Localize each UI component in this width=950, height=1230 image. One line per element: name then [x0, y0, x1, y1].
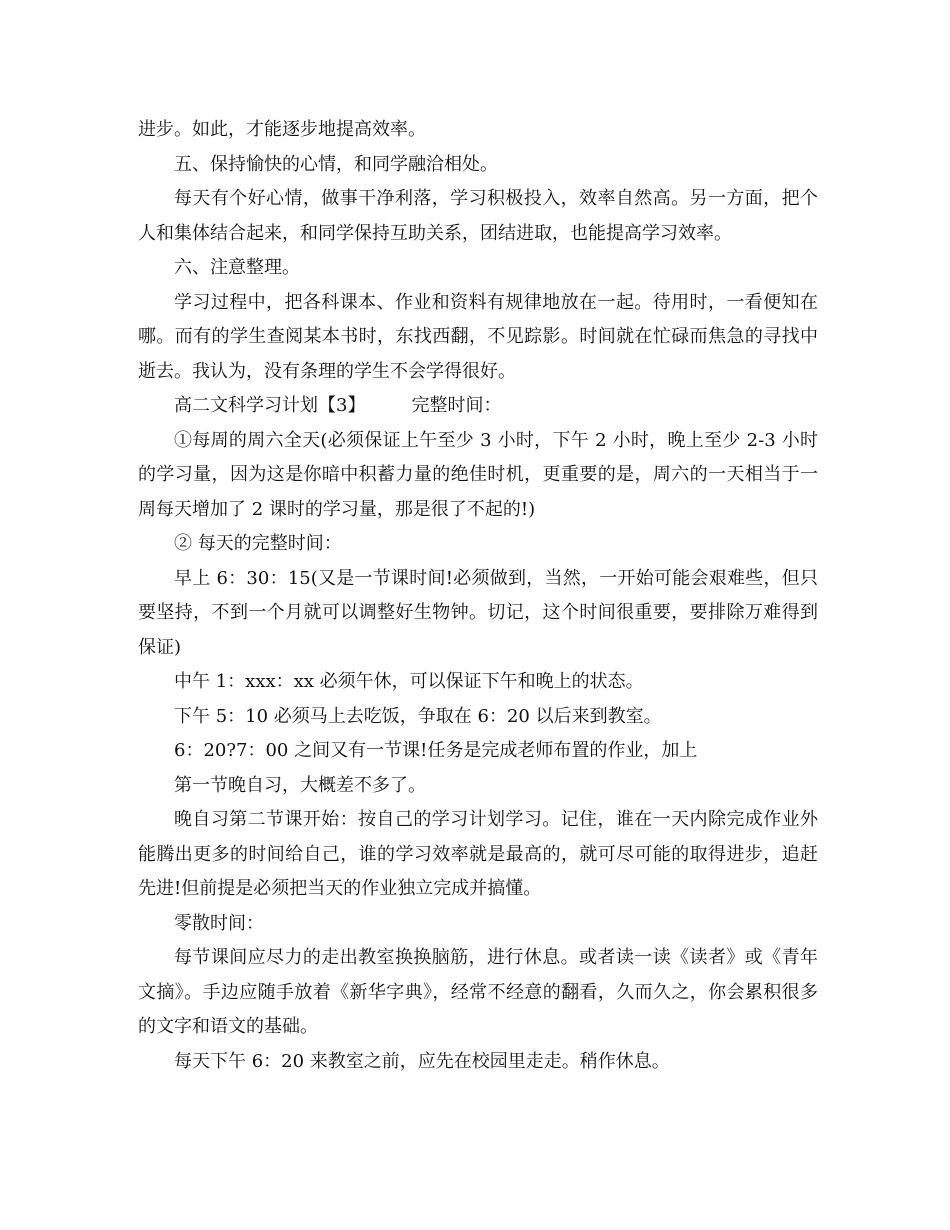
line-evening-1: 6：20?7：00 之间又有一节课!任务是完成老师布置的作业，加上 — [174, 740, 698, 761]
paragraph-good-mood: 每天有个好心情，做事干净利落，学习积极投入，效率自然高。另一方面，把个人和集体结合起来，和同学保持互助关系，团结进取，也能提高学习效率。 — [138, 188, 818, 244]
daily-time-heading: ② 每天的完整时间： — [174, 533, 342, 554]
paragraph-saturday: ①每周的周六全天(必须保证上午至少 3 小时，下午 2 小时，晚上至少 2-3 小时的学习量，因为这是你暗中积蓄力量的绝佳时机，更重要的是，周六的一天相当于一周每天增加了 2 课时的学习量，那是很了不起的!) — [138, 429, 818, 520]
paragraph-continuation: 进步。如此，才能逐步地提高效率。 — [138, 119, 426, 140]
document-body — [138, 113, 818, 1079]
plan-subtitle: 完整时间： — [411, 395, 502, 416]
section-heading-six: 六、注意整理。 — [174, 257, 300, 278]
line-afternoon: 下午 5：10 必须马上去吃饭，争取在 6：20 以后来到教室。 — [174, 705, 662, 727]
plan-title: 高二文科学习计划【3】 — [174, 395, 366, 416]
section-heading-five: 五、保持愉快的心情，和同学融洽相处。 — [174, 153, 498, 175]
line-noon: 中午 1：xxx：xx 必须午休，可以保证下午和晚上的状态。 — [174, 671, 644, 692]
spare-time-heading: 零散时间： — [174, 912, 264, 934]
paragraph-morning: 早上 6：30：15(又是一节课时间!必须做到，当然，一开始可能会艰难些，但只要坚持，不到一个月就可以调整好生物钟。切记，这个时间很重要，要排除万难得到保证) — [138, 567, 818, 658]
line-evening-2: 第一节晚自习，大概差不多了。 — [174, 774, 426, 796]
line-walk: 每天下午 6：20 来教室之前，应先在校园里走走。稍作休息。 — [174, 1050, 670, 1072]
paragraph-organize: 学习过程中，把各科课本、作业和资料有规律地放在一起。待用时，一看便知在哪。而有的学生查阅某本书时，东找西翻，不见踪影。时间就在忙碌而焦急的寻找中逝去。我认为，没有条理的学生不会学得很好。 — [138, 291, 818, 382]
paragraph-second-self-study: 晚自习第二节课开始：按自己的学习计划学习。记住，谁在一天内除完成作业外能腾出更多的时间给自己，谁的学习效率就是最高的，就可尽可能的取得进步，追赶先进!但前提是必须把当天的作业独立完成并搞懂。 — [138, 809, 818, 899]
paragraph-breaks: 每节课间应尽力的走出教室换换脑筋，进行休息。或者读一读《读者》或《青年文摘》。手边应随手放着《新华字典》，经常不经意的翻看，久而久之，你会累积很多的文字和语文的基础。 — [138, 947, 818, 1037]
plan-title-line — [138, 389, 818, 424]
